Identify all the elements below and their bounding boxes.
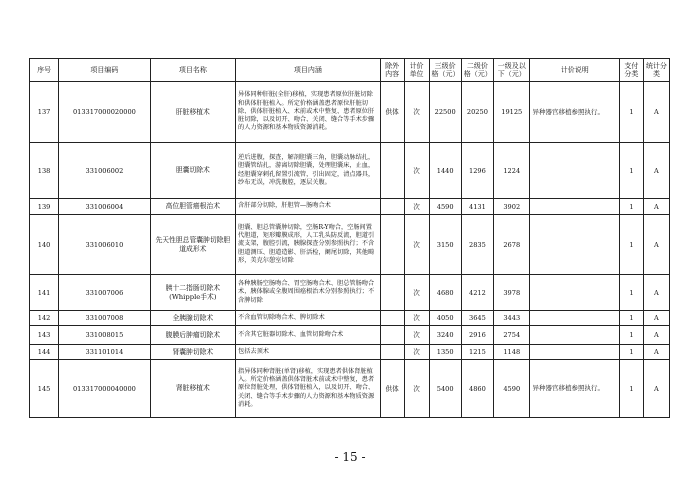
cell-content: 指异体同种肾脏(单肾)移植，实现患者供体肾脏植入。所定价格涵盖供体肾脏术前或术中整复，患者原位肾脏处理，供体肾脏植入，以及切开、吻合、关闭、缝合等手术步骤的人力资源和基本物质资源消耗。: [236, 360, 381, 418]
cell-unit: 次: [404, 82, 429, 143]
cell-pay: 1: [619, 326, 643, 345]
cell-content: 不含其它脏器切除术、血管切除吻合术: [236, 326, 381, 345]
cell-unit: 次: [404, 360, 429, 418]
header-pay: 支付分类: [619, 59, 643, 82]
cell-price1: 3443: [494, 311, 530, 326]
cell-content: 各种胰肠空肠吻合、胃空肠吻合术、胆总管肠吻合术，胰体腺或全腹周围癌根治术分别参照执行；不含脾切除: [236, 275, 381, 311]
cell-price2: 4212: [461, 275, 493, 311]
cell-except: [380, 143, 404, 199]
cell-content: 不含血管切除吻合术、脾切除术: [236, 311, 381, 326]
header-code: 项目编码: [59, 59, 151, 82]
cell-content: 逆后进腹，探查，解剖胆囊三角，胆囊动脉结扎，胆囊管结扎，游离切除胆囊，处理胆囊床，止血，经胆囊穿刺孔留置引流管，引出固定，清点器具，纱布无误，冲洗腹腔，逐层关腹。: [236, 143, 381, 199]
cell-code: 331007008: [59, 311, 151, 326]
cell-stat: A: [643, 82, 669, 143]
cell-content: 异体同种肝脏(全肝)移植，实现患者原位肝脏切除和供体肝脏植入。所定价格涵盖患者原位肝脏切除、供体肝脏植入、术前或术中整复、患者原位肝脏切除，以及切开、吻合、关闭、缝合等手术步骤的人力资源和基本物质资源消耗。: [236, 82, 381, 143]
cell-note: [530, 345, 619, 360]
cell-price3: 4050: [429, 311, 461, 326]
cell-price3: 4590: [429, 199, 461, 215]
cell-name: 肝脏移植术: [150, 82, 235, 143]
cell-price3: 1350: [429, 345, 461, 360]
pricing-table: [29, 58, 670, 418]
header-stat: 统计分类: [643, 59, 669, 82]
table-row: [30, 360, 670, 418]
cell-price1: 4590: [494, 360, 530, 418]
header-name: 项目名称: [150, 59, 235, 82]
cell-seq: 142: [30, 311, 59, 326]
cell-stat: A: [643, 275, 669, 311]
cell-unit: 次: [404, 199, 429, 215]
cell-code: 013317000040000: [59, 360, 151, 418]
cell-price1: 2678: [494, 215, 530, 275]
cell-stat: A: [643, 360, 669, 418]
table-row: [30, 275, 670, 311]
cell-except: [380, 275, 404, 311]
table-header-row: [30, 59, 670, 82]
cell-pay: 1: [619, 345, 643, 360]
cell-unit: 次: [404, 326, 429, 345]
cell-stat: A: [643, 215, 669, 275]
cell-note: 异种器官移植参照执行。: [530, 360, 619, 418]
cell-except: [380, 326, 404, 345]
cell-except: [380, 311, 404, 326]
cell-seq: 143: [30, 326, 59, 345]
cell-stat: A: [643, 326, 669, 345]
cell-price2: 4131: [461, 199, 493, 215]
header-except: 除外内容: [380, 59, 404, 82]
cell-note: [530, 326, 619, 345]
cell-unit: 次: [404, 143, 429, 199]
cell-name: 全胰腺切除术: [150, 311, 235, 326]
cell-stat: A: [643, 311, 669, 326]
cell-name: 腹膜后肿瘤切除术: [150, 326, 235, 345]
cell-code: 331006004: [59, 199, 151, 215]
cell-price1: 3978: [494, 275, 530, 311]
cell-name: 先天性胆总管囊肿切除胆道成形术: [150, 215, 235, 275]
table-row: [30, 215, 670, 275]
cell-price1: 3902: [494, 199, 530, 215]
header-price3: 三级价格（元）: [429, 59, 461, 82]
cell-name: 胰十二指肠切除术(Whipple手术): [150, 275, 235, 311]
cell-price3: 3150: [429, 215, 461, 275]
cell-price2: 4860: [461, 360, 493, 418]
cell-price3: 4680: [429, 275, 461, 311]
cell-price3: 3240: [429, 326, 461, 345]
cell-seq: 137: [30, 82, 59, 143]
table-row: [30, 345, 670, 360]
table-row: [30, 326, 670, 345]
cell-price1: 1224: [494, 143, 530, 199]
cell-content: 含肝部分切除，肝胆管—肠吻合术: [236, 199, 381, 215]
cell-except: 供体: [380, 360, 404, 418]
cell-pay: 1: [619, 215, 643, 275]
header-unit: 计价单位: [404, 59, 429, 82]
cell-code: 331101014: [59, 345, 151, 360]
cell-stat: A: [643, 345, 669, 360]
header-price2: 二级价格（元）: [461, 59, 493, 82]
cell-unit: 次: [404, 275, 429, 311]
cell-note: [530, 311, 619, 326]
cell-pay: 1: [619, 275, 643, 311]
cell-except: [380, 215, 404, 275]
cell-pay: 1: [619, 143, 643, 199]
table-row: [30, 199, 670, 215]
cell-price3: 1440: [429, 143, 461, 199]
cell-except: 供体: [380, 82, 404, 143]
cell-note: [530, 275, 619, 311]
cell-pay: 1: [619, 311, 643, 326]
cell-price3: 22500: [429, 82, 461, 143]
table-row: [30, 82, 670, 143]
cell-price2: 2916: [461, 326, 493, 345]
cell-pay: 1: [619, 82, 643, 143]
cell-name: 肾脏移植术: [150, 360, 235, 418]
header-price1: 一级及以下（元）: [494, 59, 530, 82]
cell-unit: 次: [404, 311, 429, 326]
cell-code: 013317000020000: [59, 82, 151, 143]
cell-price2: 1296: [461, 143, 493, 199]
cell-price2: 1215: [461, 345, 493, 360]
cell-seq: 144: [30, 345, 59, 360]
cell-note: [530, 199, 619, 215]
cell-unit: 次: [404, 345, 429, 360]
table-row: [30, 311, 670, 326]
header-content: 项目内涵: [236, 59, 381, 82]
cell-seq: 145: [30, 360, 59, 418]
cell-seq: 138: [30, 143, 59, 199]
cell-content: 胆囊、胆总管囊肿切除，空肠R-Y吻合，空肠间置代胆道，矩形瓣膜成形，人工乳头防反流，胆道引流支架，腹腔引流，胰腺探查分别参照执行；不含胆道测压、胆道造影、肝活检，阑尾切除，其他畸形，美克尔憩室切除: [236, 215, 381, 275]
cell-except: [380, 345, 404, 360]
cell-seq: 141: [30, 275, 59, 311]
header-seq: 序号: [30, 59, 59, 82]
cell-stat: A: [643, 143, 669, 199]
cell-code: 331006010: [59, 215, 151, 275]
cell-seq: 139: [30, 199, 59, 215]
cell-pay: 1: [619, 199, 643, 215]
cell-name: 高位胆管癌根治术: [150, 199, 235, 215]
cell-price1: 2754: [494, 326, 530, 345]
cell-price1: 19125: [494, 82, 530, 143]
cell-price2: 3645: [461, 311, 493, 326]
cell-note: 异种器官移植参照执行。: [530, 82, 619, 143]
cell-code: 331007006: [59, 275, 151, 311]
cell-code: 331006002: [59, 143, 151, 199]
header-note: 计价说明: [530, 59, 619, 82]
cell-pay: 1: [619, 360, 643, 418]
cell-unit: 次: [404, 215, 429, 275]
cell-name: 胆囊切除术: [150, 143, 235, 199]
cell-note: [530, 215, 619, 275]
cell-name: 肾囊肿切除术: [150, 345, 235, 360]
cell-price3: 5400: [429, 360, 461, 418]
table-row: [30, 143, 670, 199]
cell-note: [530, 143, 619, 199]
cell-price2: 2835: [461, 215, 493, 275]
cell-code: 331008015: [59, 326, 151, 345]
page-number: - 15 -: [334, 450, 366, 464]
cell-stat: A: [643, 199, 669, 215]
cell-price1: 1148: [494, 345, 530, 360]
cell-content: 包括去顶术: [236, 345, 381, 360]
cell-except: [380, 199, 404, 215]
cell-seq: 140: [30, 215, 59, 275]
cell-price2: 20250: [461, 82, 493, 143]
